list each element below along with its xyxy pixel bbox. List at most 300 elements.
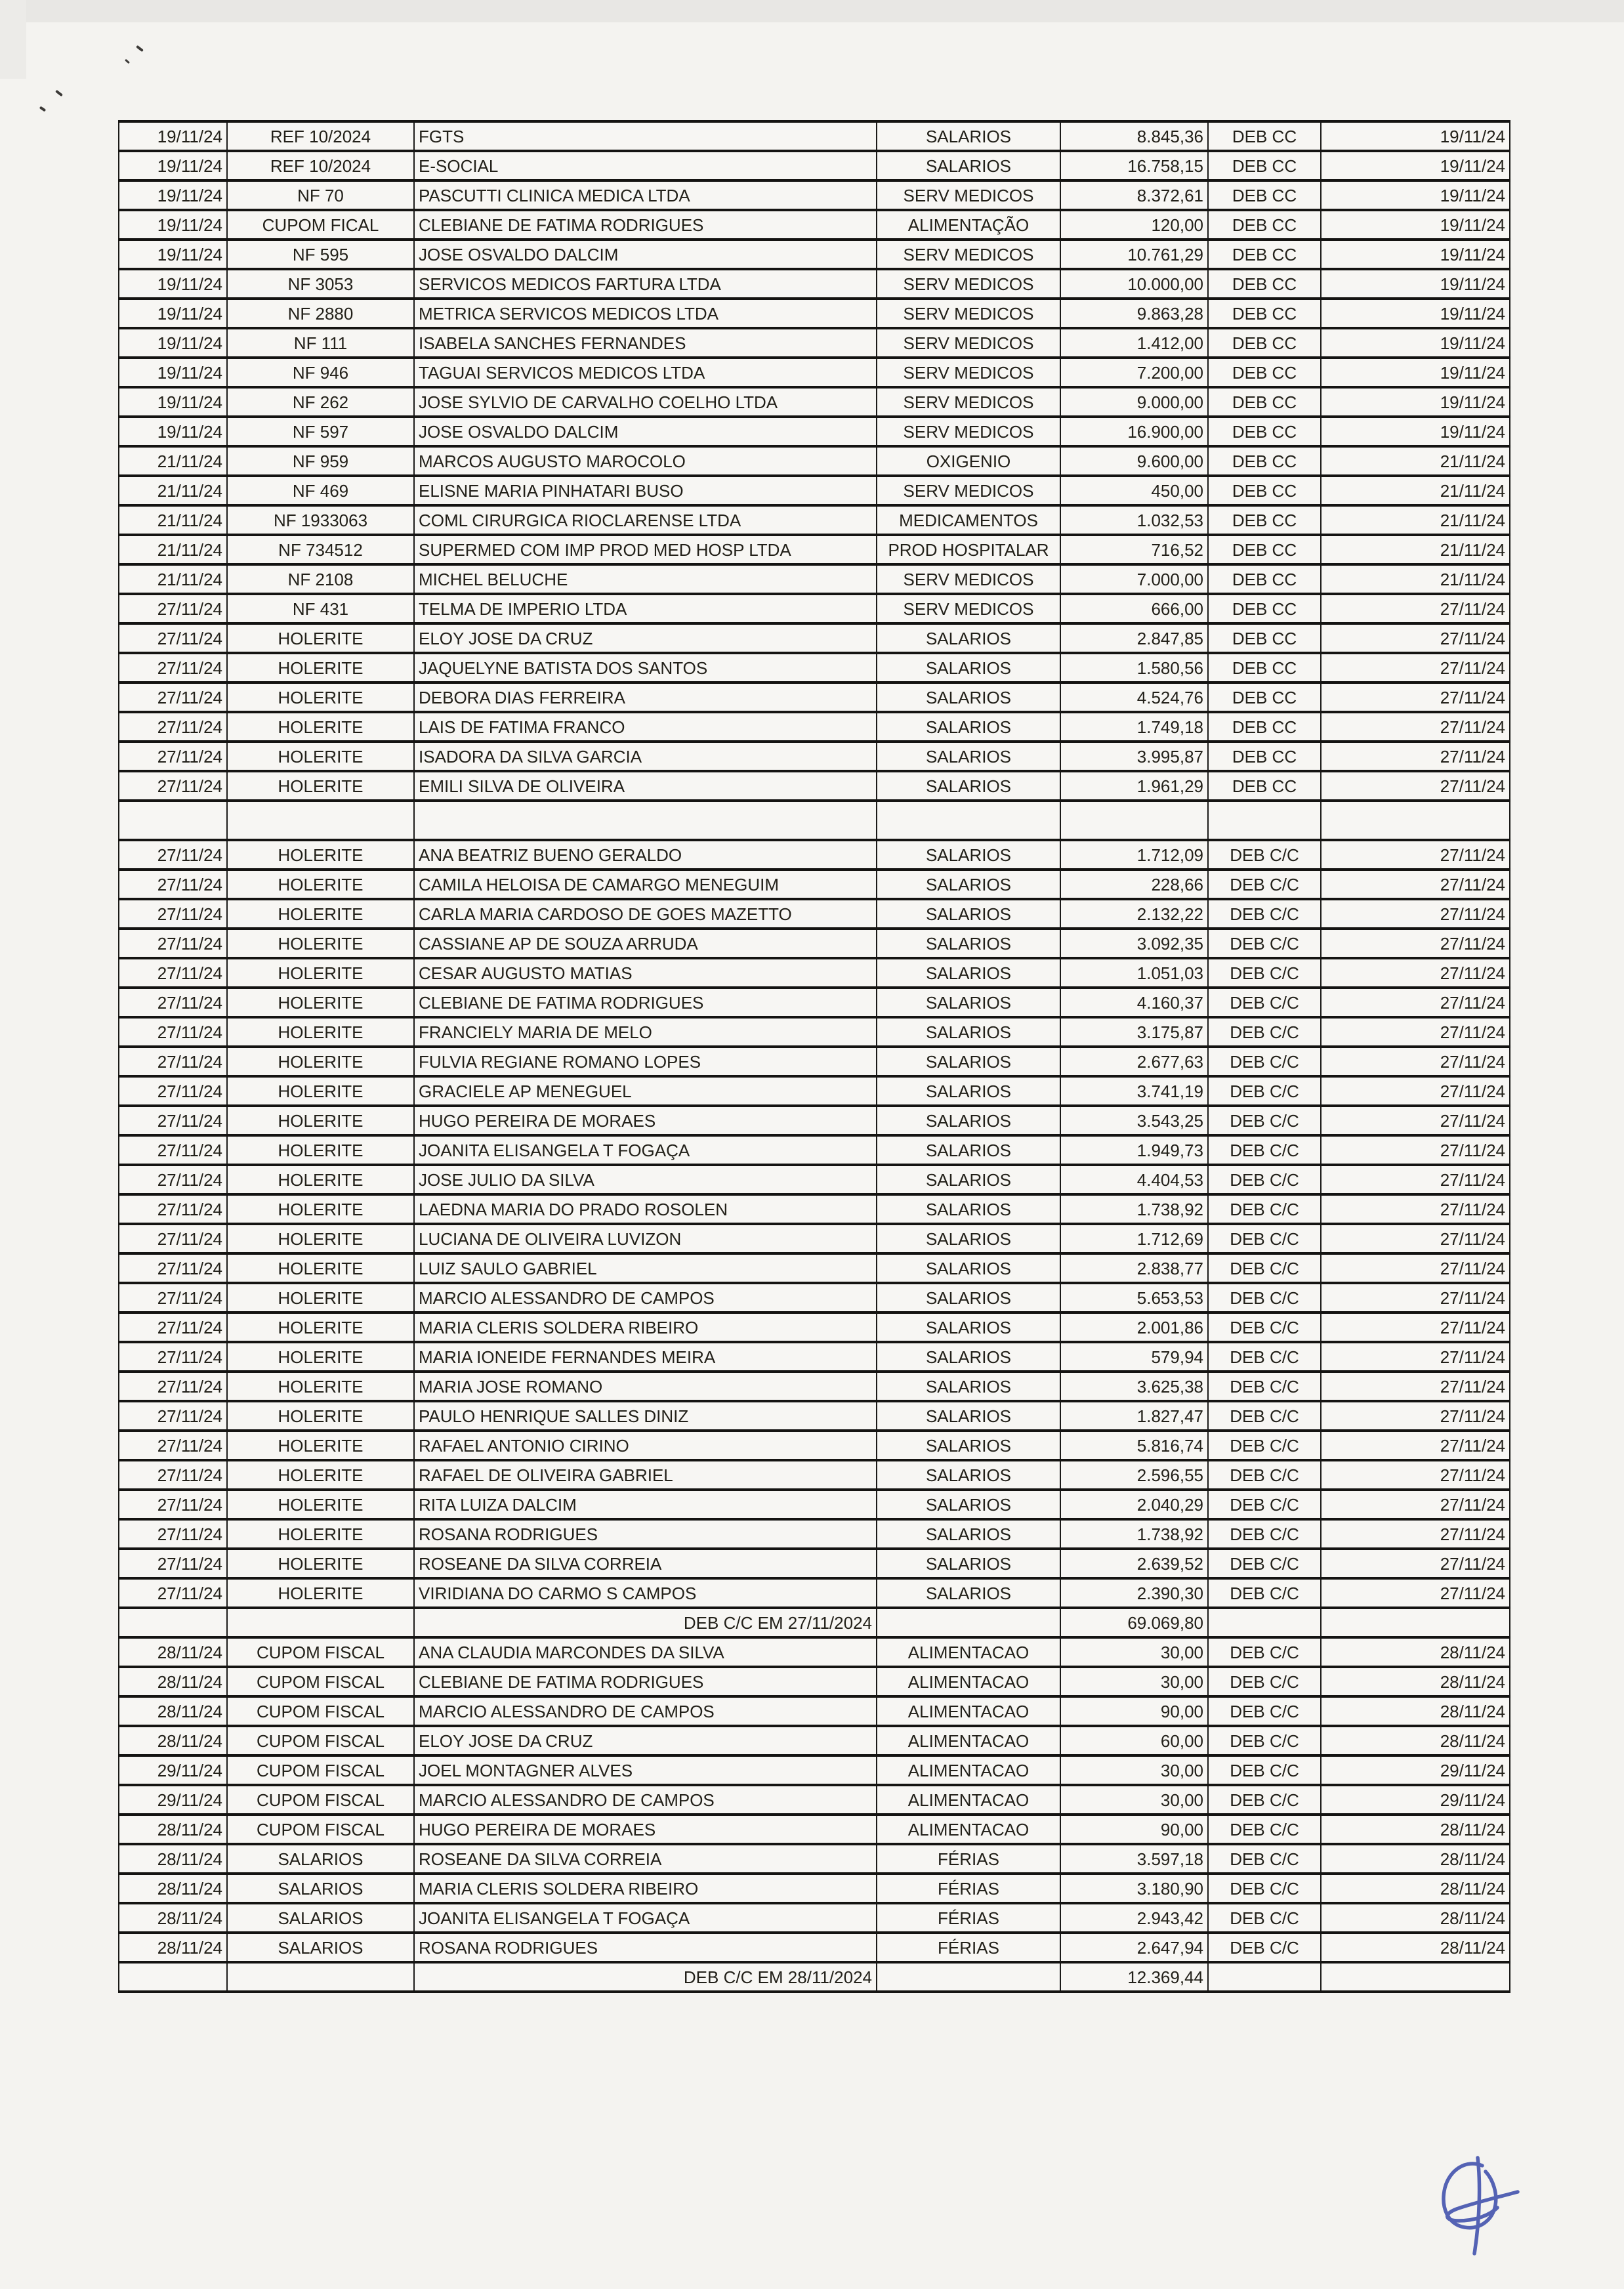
cell-date2: 27/11/24	[1321, 1047, 1510, 1076]
cell-debit: DEB CC	[1208, 564, 1321, 594]
cell-ref: HOLERITE	[227, 1253, 414, 1283]
cell-blank	[877, 801, 1060, 840]
cell-ref: HOLERITE	[227, 1401, 414, 1431]
cell-name: HUGO PEREIRA DE MORAES	[414, 1106, 877, 1135]
cell-date2: 27/11/24	[1321, 899, 1510, 929]
ledger-row	[119, 1194, 1510, 1224]
cell-value: 666,00	[1060, 594, 1208, 623]
cell-value: 716,52	[1060, 535, 1208, 564]
ledger-row	[119, 929, 1510, 958]
cell-ref: NF 70	[227, 180, 414, 210]
cell-name: COML CIRURGICA RIOCLARENSE LTDA	[414, 505, 877, 535]
cell-value: 450,00	[1060, 476, 1208, 505]
cell-ref: HOLERITE	[227, 1312, 414, 1342]
cell-name: LAEDNA MARIA DO PRADO ROSOLEN	[414, 1194, 877, 1224]
cell-name: FRANCIELY MARIA DE MELO	[414, 1017, 877, 1047]
cell-category: SALARIOS	[877, 653, 1060, 682]
cell-debit: DEB CC	[1208, 121, 1321, 151]
cell-debit: DEB C/C	[1208, 1637, 1321, 1667]
ledger-row	[119, 742, 1510, 771]
ledger-row	[119, 1283, 1510, 1312]
cell-date: 19/11/24	[119, 358, 227, 387]
cell-ref: HOLERITE	[227, 1165, 414, 1194]
scanner-edge-shadow-left	[0, 0, 26, 79]
cell-date2: 27/11/24	[1321, 870, 1510, 899]
cell-name: ANA CLAUDIA MARCONDES DA SILVA	[414, 1637, 877, 1667]
ledger-row	[119, 1815, 1510, 1844]
cell-date: 27/11/24	[119, 653, 227, 682]
cell-debit: DEB C/C	[1208, 1253, 1321, 1283]
cell-date: 27/11/24	[119, 1460, 227, 1490]
cell-category: ALIMENTACAO	[877, 1785, 1060, 1815]
cell-ref: NF 431	[227, 594, 414, 623]
cell-ref: HOLERITE	[227, 1490, 414, 1519]
cell-value: 30,00	[1060, 1667, 1208, 1696]
cell-date2: 19/11/24	[1321, 151, 1510, 180]
cell-category: SERV MEDICOS	[877, 417, 1060, 446]
cell-name: JAQUELYNE BATISTA DOS SANTOS	[414, 653, 877, 682]
cell-category: SALARIOS	[877, 1578, 1060, 1608]
cell-debit: DEB C/C	[1208, 1874, 1321, 1903]
cell-date2: 21/11/24	[1321, 446, 1510, 476]
cell-date: 28/11/24	[119, 1903, 227, 1933]
ledger-row	[119, 564, 1510, 594]
cell-debit: DEB C/C	[1208, 929, 1321, 958]
summary-label: DEB C/C EM 27/11/2024	[414, 1608, 877, 1637]
cell-date2: 27/11/24	[1321, 1224, 1510, 1253]
cell-name: ELOY JOSE DA CRUZ	[414, 1726, 877, 1755]
ledger-row	[119, 1519, 1510, 1549]
cell-date2: 29/11/24	[1321, 1755, 1510, 1785]
cell-name: MARIA CLERIS SOLDERA RIBEIRO	[414, 1312, 877, 1342]
cell-debit: DEB C/C	[1208, 1933, 1321, 1962]
signature-mark	[1434, 2154, 1526, 2269]
cell-value: 1.949,73	[1060, 1135, 1208, 1165]
ledger-row	[119, 1312, 1510, 1342]
cell-debit: DEB CC	[1208, 623, 1321, 653]
cell-name: MARCIO ALESSANDRO DE CAMPOS	[414, 1785, 877, 1815]
cell-category: SALARIOS	[877, 1372, 1060, 1401]
cell-value: 1.961,29	[1060, 771, 1208, 801]
cell-ref: NF 111	[227, 328, 414, 358]
ledger-row	[119, 1726, 1510, 1755]
cell-category: FÉRIAS	[877, 1844, 1060, 1874]
cell-value: 228,66	[1060, 870, 1208, 899]
cell-ref: HOLERITE	[227, 1549, 414, 1578]
cell-date2: 21/11/24	[1321, 535, 1510, 564]
ledger-row	[119, 988, 1510, 1017]
cell-value: 4.160,37	[1060, 988, 1208, 1017]
cell-date: 29/11/24	[119, 1755, 227, 1785]
cell-date2: 27/11/24	[1321, 1106, 1510, 1135]
cell-value: 7.200,00	[1060, 358, 1208, 387]
cell-category: SALARIOS	[877, 1047, 1060, 1076]
cell-date2: 27/11/24	[1321, 1578, 1510, 1608]
cell-date: 21/11/24	[119, 564, 227, 594]
ledger-row	[119, 240, 1510, 269]
cell-category: SALARIOS	[877, 1342, 1060, 1372]
cell-debit: DEB C/C	[1208, 870, 1321, 899]
cell-value: 16.900,00	[1060, 417, 1208, 446]
summary-row	[119, 1608, 1510, 1637]
cell-debit: DEB C/C	[1208, 958, 1321, 988]
cell-name: FULVIA REGIANE ROMANO LOPES	[414, 1047, 877, 1076]
cell-value: 60,00	[1060, 1726, 1208, 1755]
cell-date: 19/11/24	[119, 240, 227, 269]
cell-date2: 19/11/24	[1321, 358, 1510, 387]
cell-value: 2.132,22	[1060, 899, 1208, 929]
cell-name: LUCIANA DE OLIVEIRA LUVIZON	[414, 1224, 877, 1253]
cell-date: 27/11/24	[119, 840, 227, 870]
cell-blank	[227, 801, 414, 840]
cell-debit: DEB C/C	[1208, 1076, 1321, 1106]
cell-category: SALARIOS	[877, 988, 1060, 1017]
cell-name: SUPERMED COM IMP PROD MED HOSP LTDA	[414, 535, 877, 564]
cell-name: DEBORA DIAS FERREIRA	[414, 682, 877, 712]
cell-value: 2.647,94	[1060, 1933, 1208, 1962]
ledger-row	[119, 958, 1510, 988]
cell-category: SALARIOS	[877, 1253, 1060, 1283]
cell-value: 1.827,47	[1060, 1401, 1208, 1431]
ledger-row	[119, 1755, 1510, 1785]
ledger-row	[119, 299, 1510, 328]
cell-category: SALARIOS	[877, 1431, 1060, 1460]
ledger-row	[119, 1785, 1510, 1815]
ledger-row	[119, 387, 1510, 417]
cell-ref: HOLERITE	[227, 870, 414, 899]
cell-ref: HOLERITE	[227, 653, 414, 682]
ledger-row	[119, 653, 1510, 682]
cell-name: E-SOCIAL	[414, 151, 877, 180]
cell-date2: 27/11/24	[1321, 594, 1510, 623]
cell-ref: NF 946	[227, 358, 414, 387]
ledger-row	[119, 1874, 1510, 1903]
cell-ref: NF 734512	[227, 535, 414, 564]
cell-debit: DEB CC	[1208, 240, 1321, 269]
cell-date2: 28/11/24	[1321, 1726, 1510, 1755]
cell-date2: 28/11/24	[1321, 1637, 1510, 1667]
cell-category: SALARIOS	[877, 1017, 1060, 1047]
cell-category: SALARIOS	[877, 1076, 1060, 1106]
cell-value: 9.600,00	[1060, 446, 1208, 476]
cell-date: 28/11/24	[119, 1933, 227, 1962]
cell-debit: DEB C/C	[1208, 1312, 1321, 1342]
cell-category: SALARIOS	[877, 870, 1060, 899]
cell-ref: HOLERITE	[227, 682, 414, 712]
cell-ref: NF 595	[227, 240, 414, 269]
cell-category: SALARIOS	[877, 958, 1060, 988]
cell-date: 19/11/24	[119, 151, 227, 180]
cell-date2: 27/11/24	[1321, 1519, 1510, 1549]
cell-name: MARCIO ALESSANDRO DE CAMPOS	[414, 1696, 877, 1726]
cell-value: 3.092,35	[1060, 929, 1208, 958]
cell-category: SALARIOS	[877, 1194, 1060, 1224]
cell-date: 27/11/24	[119, 1017, 227, 1047]
cell-debit: DEB C/C	[1208, 1047, 1321, 1076]
cell-value: 2.677,63	[1060, 1047, 1208, 1076]
cell-ref: NF 2880	[227, 299, 414, 328]
ledger-row	[119, 476, 1510, 505]
cell-blank	[227, 1608, 414, 1637]
summary-label: DEB C/C EM 28/11/2024	[414, 1962, 877, 1992]
cell-value: 2.040,29	[1060, 1490, 1208, 1519]
cell-date: 27/11/24	[119, 1431, 227, 1460]
cell-name: MARIA JOSE ROMANO	[414, 1372, 877, 1401]
cell-value: 30,00	[1060, 1785, 1208, 1815]
cell-blank	[1321, 1608, 1510, 1637]
cell-ref: HOLERITE	[227, 1106, 414, 1135]
cell-value: 2.001,86	[1060, 1312, 1208, 1342]
cell-debit: DEB CC	[1208, 180, 1321, 210]
cell-name: MARIA CLERIS SOLDERA RIBEIRO	[414, 1874, 877, 1903]
cell-value: 8.845,36	[1060, 121, 1208, 151]
cell-date2: 27/11/24	[1321, 653, 1510, 682]
cell-date: 27/11/24	[119, 1135, 227, 1165]
cell-value: 2.390,30	[1060, 1578, 1208, 1608]
cell-value: 90,00	[1060, 1815, 1208, 1844]
cell-name: CLEBIANE DE FATIMA RODRIGUES	[414, 1667, 877, 1696]
cell-category: SALARIOS	[877, 1106, 1060, 1135]
cell-ref: NF 2108	[227, 564, 414, 594]
cell-category: SALARIOS	[877, 771, 1060, 801]
cell-ref: HOLERITE	[227, 1342, 414, 1372]
cell-date: 19/11/24	[119, 121, 227, 151]
cell-blank	[1321, 1962, 1510, 1992]
cell-ref: HOLERITE	[227, 1194, 414, 1224]
cell-date2: 27/11/24	[1321, 771, 1510, 801]
cell-debit: DEB C/C	[1208, 1460, 1321, 1490]
cell-category: SALARIOS	[877, 682, 1060, 712]
cell-date2: 27/11/24	[1321, 1549, 1510, 1578]
cell-debit: DEB C/C	[1208, 1785, 1321, 1815]
cell-name: CLEBIANE DE FATIMA RODRIGUES	[414, 988, 877, 1017]
cell-debit: DEB CC	[1208, 712, 1321, 742]
cell-category: SERV MEDICOS	[877, 240, 1060, 269]
cell-value: 3.625,38	[1060, 1372, 1208, 1401]
cell-value: 3.175,87	[1060, 1017, 1208, 1047]
cell-debit: DEB C/C	[1208, 899, 1321, 929]
cell-value: 10.000,00	[1060, 269, 1208, 299]
cell-ref: HOLERITE	[227, 712, 414, 742]
cell-date: 21/11/24	[119, 446, 227, 476]
cell-category: SERV MEDICOS	[877, 269, 1060, 299]
ledger-row	[119, 594, 1510, 623]
ledger-row	[119, 1017, 1510, 1047]
cell-debit: DEB CC	[1208, 682, 1321, 712]
cell-category: ALIMENTACAO	[877, 1696, 1060, 1726]
cell-debit: DEB CC	[1208, 594, 1321, 623]
cell-category: SALARIOS	[877, 1135, 1060, 1165]
cell-debit: DEB C/C	[1208, 1106, 1321, 1135]
cell-date2: 27/11/24	[1321, 712, 1510, 742]
cell-date2: 19/11/24	[1321, 210, 1510, 240]
cell-debit: DEB C/C	[1208, 1667, 1321, 1696]
cell-debit: DEB C/C	[1208, 1519, 1321, 1549]
cell-date: 27/11/24	[119, 1224, 227, 1253]
cell-date2: 27/11/24	[1321, 1194, 1510, 1224]
ledger-row	[119, 899, 1510, 929]
cell-category: ALIMENTACAO	[877, 1667, 1060, 1696]
ledger-row	[119, 870, 1510, 899]
cell-ref: HOLERITE	[227, 929, 414, 958]
cell-debit: DEB C/C	[1208, 1224, 1321, 1253]
cell-blank	[119, 1962, 227, 1992]
cell-name: ISADORA DA SILVA GARCIA	[414, 742, 877, 771]
cell-category: OXIGENIO	[877, 446, 1060, 476]
cell-ref: HOLERITE	[227, 1047, 414, 1076]
cell-ref: NF 959	[227, 446, 414, 476]
cell-value: 120,00	[1060, 210, 1208, 240]
cell-value: 7.000,00	[1060, 564, 1208, 594]
cell-name: TAGUAI SERVICOS MEDICOS LTDA	[414, 358, 877, 387]
cell-ref: SALARIOS	[227, 1844, 414, 1874]
cell-value: 1.738,92	[1060, 1519, 1208, 1549]
ledger-row	[119, 1431, 1510, 1460]
cell-date: 27/11/24	[119, 1519, 227, 1549]
cell-category: SALARIOS	[877, 840, 1060, 870]
cell-ref: NF 469	[227, 476, 414, 505]
cell-name: VIRIDIANA DO CARMO S CAMPOS	[414, 1578, 877, 1608]
cell-category: SALARIOS	[877, 1401, 1060, 1431]
cell-name: MARCIO ALESSANDRO DE CAMPOS	[414, 1283, 877, 1312]
cell-ref: HOLERITE	[227, 1431, 414, 1460]
cell-debit: DEB C/C	[1208, 1549, 1321, 1578]
cell-name: CASSIANE AP DE SOUZA ARRUDA	[414, 929, 877, 958]
cell-ref: HOLERITE	[227, 988, 414, 1017]
cell-date2: 27/11/24	[1321, 1283, 1510, 1312]
cell-debit: DEB C/C	[1208, 1401, 1321, 1431]
ledger-row	[119, 682, 1510, 712]
cell-date: 27/11/24	[119, 1549, 227, 1578]
cell-category: SALARIOS	[877, 1224, 1060, 1253]
cell-date2: 27/11/24	[1321, 1460, 1510, 1490]
cell-date2: 19/11/24	[1321, 328, 1510, 358]
cell-value: 1.712,69	[1060, 1224, 1208, 1253]
ledger-row	[119, 840, 1510, 870]
scan-speckle	[39, 106, 47, 112]
cell-date2: 27/11/24	[1321, 1312, 1510, 1342]
cell-ref: HOLERITE	[227, 1135, 414, 1165]
ledger-row	[119, 151, 1510, 180]
cell-ref: HOLERITE	[227, 958, 414, 988]
cell-value: 30,00	[1060, 1755, 1208, 1785]
cell-date2: 19/11/24	[1321, 121, 1510, 151]
cell-name: RITA LUIZA DALCIM	[414, 1490, 877, 1519]
cell-debit: DEB CC	[1208, 299, 1321, 328]
cell-debit: DEB CC	[1208, 210, 1321, 240]
cell-value: 1.738,92	[1060, 1194, 1208, 1224]
cell-date2: 28/11/24	[1321, 1667, 1510, 1696]
cell-value: 1.749,18	[1060, 712, 1208, 742]
cell-name: ROSANA RODRIGUES	[414, 1933, 877, 1962]
ledger-row	[119, 1490, 1510, 1519]
cell-ref: CUPOM FISCAL	[227, 1696, 414, 1726]
cell-date: 21/11/24	[119, 535, 227, 564]
cell-category: SALARIOS	[877, 1312, 1060, 1342]
cell-ref: HOLERITE	[227, 1076, 414, 1106]
cell-value: 5.653,53	[1060, 1283, 1208, 1312]
cell-value: 8.372,61	[1060, 180, 1208, 210]
cell-debit: DEB C/C	[1208, 1135, 1321, 1165]
ledger-row	[119, 1844, 1510, 1874]
cell-debit: DEB CC	[1208, 771, 1321, 801]
cell-ref: CUPOM FISCAL	[227, 1755, 414, 1785]
cell-category: SALARIOS	[877, 1460, 1060, 1490]
ledger-row	[119, 1342, 1510, 1372]
cell-ref: REF 10/2024	[227, 151, 414, 180]
cell-category: SERV MEDICOS	[877, 358, 1060, 387]
cell-blank	[877, 1608, 1060, 1637]
cell-date2: 27/11/24	[1321, 958, 1510, 988]
cell-name: HUGO PEREIRA DE MORAES	[414, 1815, 877, 1844]
cell-date: 27/11/24	[119, 1047, 227, 1076]
cell-category: SALARIOS	[877, 929, 1060, 958]
cell-value: 90,00	[1060, 1696, 1208, 1726]
cell-value: 1.580,56	[1060, 653, 1208, 682]
empty-row	[119, 801, 1510, 840]
cell-debit: DEB CC	[1208, 328, 1321, 358]
cell-debit: DEB CC	[1208, 269, 1321, 299]
cell-debit: DEB C/C	[1208, 988, 1321, 1017]
cell-category: SALARIOS	[877, 121, 1060, 151]
cell-ref: HOLERITE	[227, 623, 414, 653]
cell-name: RAFAEL DE OLIVEIRA GABRIEL	[414, 1460, 877, 1490]
cell-date2: 27/11/24	[1321, 1076, 1510, 1106]
cell-name: ROSANA RODRIGUES	[414, 1519, 877, 1549]
cell-ref: CUPOM FISCAL	[227, 1637, 414, 1667]
cell-blank	[119, 801, 227, 840]
cell-debit: DEB C/C	[1208, 1903, 1321, 1933]
cell-category: ALIMENTACAO	[877, 1755, 1060, 1785]
cell-name: JOSE JULIO DA SILVA	[414, 1165, 877, 1194]
cell-date2: 19/11/24	[1321, 299, 1510, 328]
cell-name: MARIA IONEIDE FERNANDES MEIRA	[414, 1342, 877, 1372]
ledger-row	[119, 771, 1510, 801]
cell-value: 3.597,18	[1060, 1844, 1208, 1874]
ledger-row	[119, 358, 1510, 387]
cell-name: EMILI SILVA DE OLIVEIRA	[414, 771, 877, 801]
cell-value: 16.758,15	[1060, 151, 1208, 180]
cell-date2: 27/11/24	[1321, 1431, 1510, 1460]
cell-date: 27/11/24	[119, 594, 227, 623]
ledger-row	[119, 1253, 1510, 1283]
ledger-row	[119, 1933, 1510, 1962]
cell-date: 28/11/24	[119, 1844, 227, 1874]
cell-category: SERV MEDICOS	[877, 594, 1060, 623]
cell-category: SALARIOS	[877, 1490, 1060, 1519]
cell-date: 27/11/24	[119, 1342, 227, 1372]
cell-date: 28/11/24	[119, 1667, 227, 1696]
cell-name: CESAR AUGUSTO MATIAS	[414, 958, 877, 988]
summary-value: 69.069,80	[1060, 1608, 1208, 1637]
cell-category: SALARIOS	[877, 151, 1060, 180]
cell-date2: 19/11/24	[1321, 240, 1510, 269]
cell-ref: REF 10/2024	[227, 121, 414, 151]
cell-ref: HOLERITE	[227, 1519, 414, 1549]
cell-debit: DEB C/C	[1208, 1578, 1321, 1608]
summary-value: 12.369,44	[1060, 1962, 1208, 1992]
cell-ref: CUPOM FISCAL	[227, 1815, 414, 1844]
cell-category: ALIMENTACAO	[877, 1637, 1060, 1667]
cell-blank	[877, 1962, 1060, 1992]
cell-debit: DEB C/C	[1208, 1815, 1321, 1844]
cell-date: 28/11/24	[119, 1637, 227, 1667]
cell-value: 10.761,29	[1060, 240, 1208, 269]
cell-date: 27/11/24	[119, 682, 227, 712]
cell-date: 27/11/24	[119, 712, 227, 742]
cell-name: JOANITA ELISANGELA T FOGAÇA	[414, 1903, 877, 1933]
ledger-row	[119, 1460, 1510, 1490]
